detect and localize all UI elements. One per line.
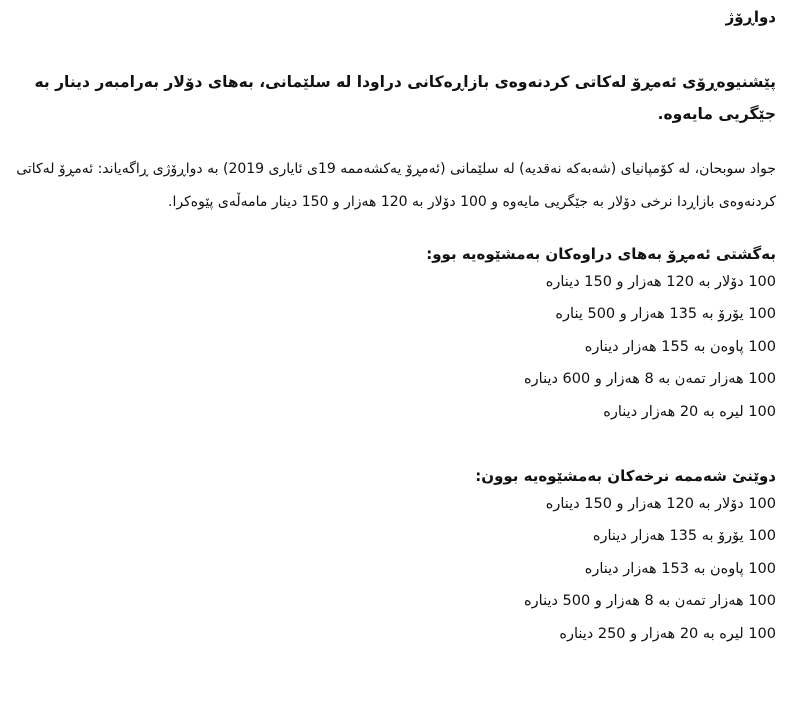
rate-item-toman: 100 هەزار تمەن بە 8 هەزار و 600 دینارە bbox=[524, 371, 776, 388]
yesterday-rates-heading: دوێنێ شەممە نرخەکان بەمشێوەیە بوون: bbox=[475, 467, 776, 486]
rate-item-pound: 100 پاوەن بە 153 هەزار دینارە bbox=[584, 560, 776, 577]
source-title: دواڕۆژ bbox=[725, 8, 776, 26]
rate-item-lira: 100 لیرە بە 20 هەزار دینارە bbox=[603, 403, 776, 420]
article-body: جواد سوبحان، لە کۆمپانیای (شەبەکە نەقدیە) لە سلێمانی (ئەمڕۆ یەکشەممە 19ی ئایاری 2019) بە دواڕۆژی ڕاگەیاند: ئەمڕۆ لەکاتی کردنەوەی بازاڕدا نرخی دۆلار بە جێگریی مایەوە و 100 دۆلار بە 120 هەزار و 150 دینار مامەڵەی پێوەکرا. bbox=[16, 161, 776, 210]
yesterday-rates-list bbox=[10, 488, 776, 650]
article-headline: پێشنیوەڕۆی ئەمڕۆ لەکاتی کردنەوەی بازاڕەکانی دراودا لە سلێمانی، بەهای دۆلار بەرامبەر دینار بە جێگریی مایەوە. bbox=[34, 73, 776, 123]
rate-item-dollar: 100 دۆلار بە 120 هەزار و 150 دینارە bbox=[545, 496, 776, 513]
rate-item-pound: 100 پاوەن بە 155 هەزار دینارە bbox=[584, 338, 776, 355]
rate-item-toman: 100 هەزار تمەن بە 8 هەزار و 500 دینارە bbox=[524, 593, 776, 610]
rate-item-dollar: 100 دۆلار بە 120 هەزار و 150 دینارە bbox=[545, 274, 776, 290]
rate-item-lira: 100 لیرە بە 20 هەزار و 250 دینارە bbox=[559, 625, 776, 642]
rate-item-euro: 100 یۆرۆ بە 135 هەزار دینارە bbox=[592, 528, 776, 545]
today-rates-list bbox=[10, 266, 776, 428]
today-rates-heading: بەگشتی ئەمڕۆ بەهای دراوەکان بەمشێوەیە بوو: bbox=[426, 245, 776, 263]
rate-item-euro: 100 یۆرۆ بە 135 هەزار و 500 ینارە bbox=[555, 306, 776, 323]
